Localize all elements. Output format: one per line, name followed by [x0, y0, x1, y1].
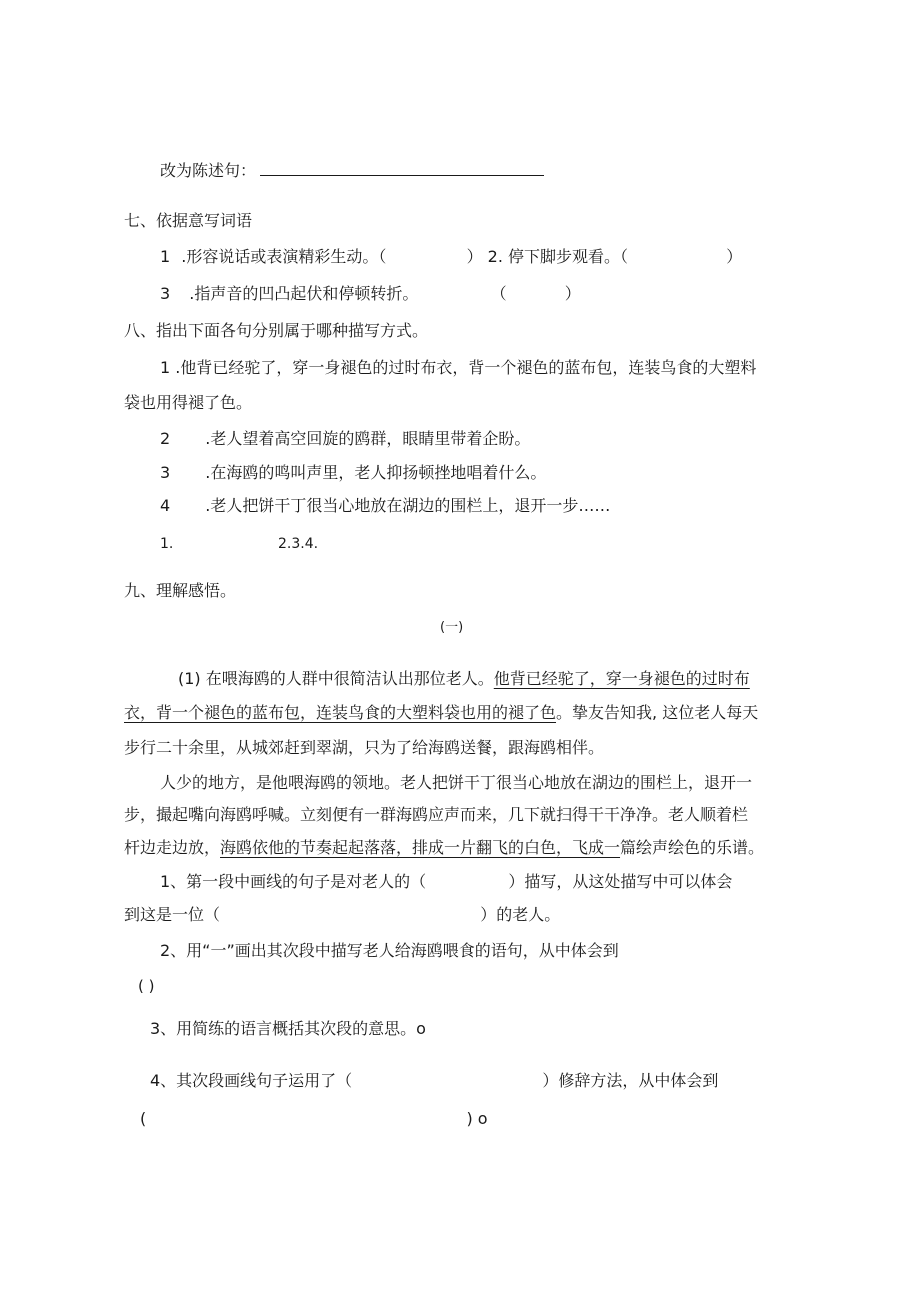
passage-p2-line3-plain: 杆边走边放， [124, 838, 221, 857]
section8-item4-number: 4 [160, 496, 171, 515]
passage-p2-line3-end: 篇绘声绘色的乐谱。 [620, 838, 765, 857]
section8-answer-rest: 2.3.4. [278, 536, 319, 552]
passage-p2-line1: 人少的地方，是他喂海鸥的领地。老人把饼干丁很当心地放在湖边的围栏上，退开一 [160, 773, 753, 792]
passage-p1-underlined-2: 衣，背一个褪色的蓝布包，连装鸟食的大塑料袋也用的褪了色 [124, 703, 557, 722]
question3: 3、用简练的语言概括其次段的意思。o [150, 1019, 426, 1038]
question4-line1 [150, 1071, 718, 1090]
section7-heading: 七、依据意写词语 [124, 211, 253, 230]
question1-text-a: 1、第一段中画线的句子是对老人的（ [160, 872, 427, 891]
passage-p2-underlined: 海鸥依他的节奏起起落落，排成一片翻飞的白色，飞成一 [220, 838, 621, 857]
section8-answer-1: 1. [160, 536, 174, 552]
section9-subheading: (一) [440, 620, 464, 635]
section7-q1-row [160, 247, 742, 266]
section7-q3-open: （ [490, 284, 507, 303]
section7-q3-row [160, 284, 581, 303]
question2-line1: 2、用“一”画出其次段中描写老人给海鸥喂食的语句，从中体会到 [160, 941, 619, 960]
section8-item3-number: 3 [160, 463, 171, 482]
answer-blank-line[interactable] [260, 163, 544, 176]
passage-p1-line1 [178, 669, 750, 688]
passage-p1-underlined-1: 他背已经驼了，穿一身褪色的过时布 [493, 669, 750, 688]
question4-text-b: ）修辞方法，从中体会到 [542, 1071, 719, 1090]
change-declarative-label: 改为陈述句： [160, 161, 257, 180]
section9-heading: 九、理解感悟。 [124, 581, 237, 600]
question4-open: ( [140, 1109, 147, 1128]
passage-p1-line1-plain: (1) 在喂海鸥的人群中很简洁认出那位老人。 [178, 669, 494, 688]
passage-p2-line2: 步，撮起嘴向海鸥呼喊。立刻便有一群海鸥应声而来，几下就扫得干干净净。老人顺着栏 [124, 805, 749, 824]
question4-line2 [140, 1109, 488, 1128]
passage-p2-line3 [124, 838, 764, 857]
question1-line2 [124, 905, 560, 924]
section8-item3-text: .在海鸥的鸣叫声里，老人抑扬顿挫地唱着什么。 [205, 463, 547, 482]
question1-text-c: 到这是一位（ [124, 905, 221, 924]
question4-text-a: 4、其次段画线句子运用了（ [150, 1071, 353, 1090]
change-declarative-line [160, 161, 544, 180]
question1-line1 [160, 872, 732, 891]
section7-q1-number: 1 [160, 247, 171, 266]
question1-text-d: ）的老人。 [480, 905, 561, 924]
question1-text-b: ）描写，从这处描写中可以体会 [508, 872, 733, 891]
section7-q2-close: ） [726, 247, 743, 266]
section7-q3-close: ） [564, 284, 581, 303]
passage-p1-line2 [124, 703, 758, 722]
question4-close: ) o [466, 1109, 488, 1128]
question2-answer-blank[interactable]: ( ) [138, 977, 155, 995]
section8-item4-text: .老人把饼干丁很当心地放在湖边的围栏上，退开一步…… [205, 496, 611, 515]
section7-q3-text: .指声音的凹凸起伏和停顿转折。 [189, 284, 419, 303]
section8-item3 [160, 463, 546, 482]
passage-p1-line2-plain: 。挚友告知我, 这位老人每天 [556, 703, 759, 722]
section7-q1-text: .形容说话或表演精彩生动。（ [181, 247, 387, 266]
section8-item1-line1: 1 .他背已经驼了，穿一身褪色的过时布衣，背一个褪色的蓝布包，连装鸟食的大塑料 [160, 358, 757, 377]
section8-item2-number: 2 [160, 429, 171, 448]
section8-heading: 八、指出下面各句分别属于哪种描写方式。 [124, 321, 429, 340]
section8-item1-line2: 袋也用得褪了色。 [124, 393, 253, 412]
section8-answer-row [160, 536, 319, 553]
section7-q1-close: ） [466, 247, 483, 266]
section8-item2-text: .老人望着高空回旋的鸥群，眼睛里带着企盼。 [205, 429, 531, 448]
section7-q2-text: 2. 停下脚步观看。（ [487, 247, 629, 266]
section8-item2 [160, 429, 530, 448]
passage-p1-line3: 步行二十余里，从城郊赶到翠湖，只为了给海鸥送餐，跟海鸥相伴。 [124, 738, 605, 757]
section7-q3-number: 3 [160, 284, 171, 303]
section8-item4 [160, 496, 610, 515]
